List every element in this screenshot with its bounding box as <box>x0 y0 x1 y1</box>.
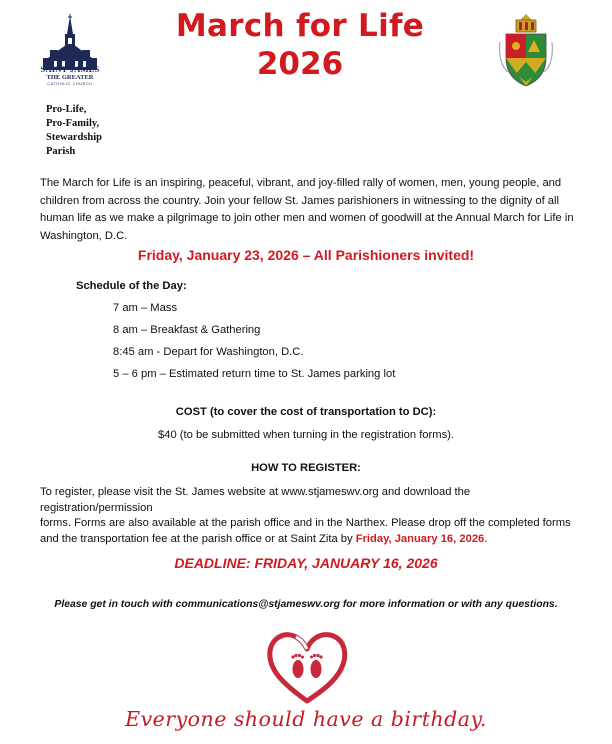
register-deadline-date: Friday, January 16, 2026 <box>355 532 485 545</box>
motto-line: Pro-Family, <box>46 118 100 129</box>
parish-motto <box>46 103 102 159</box>
intro-line: human life as we make a pilgrimage to join other men and women of goodwill at the Annual March for Life in <box>40 212 574 224</box>
register-line: forms. Forms are also available at the parish office and in the Narthex. Please drop off the completed forms <box>40 517 571 529</box>
register-line <box>40 532 580 548</box>
cost-title: COST (to cover the cost of transportation to DC): <box>175 406 437 418</box>
register-title: HOW TO REGISTER: <box>251 462 361 474</box>
cost-text: $40 (to be submitted when turning in the registration forms). <box>158 429 454 441</box>
heart-footprints-icon <box>262 625 352 707</box>
schedule-item: 8:45 am - Depart for Washington, D.C. <box>113 346 304 358</box>
motto-line: Pro-Life, <box>46 104 87 115</box>
slogan: Everyone should have a birthday. <box>125 707 487 731</box>
schedule-item: 7 am – Mass <box>113 302 178 314</box>
church-name: SAINT JAMES <box>40 64 100 74</box>
register-paragraph <box>40 485 580 547</box>
event-date-heading: Friday, January 23, 2026 – All Parishioners invited! <box>137 247 475 263</box>
intro-line: children from across the country. Join your fellow St. James parishioners in witnessing to the dignity of all <box>40 194 560 207</box>
register-line-end: . <box>484 532 488 545</box>
contact-text: Please get in touch with communications@stjameswv.org for more information or with any questions. <box>54 599 558 610</box>
motto-line: Parish <box>46 146 76 157</box>
page-title: March for Life <box>175 8 425 44</box>
schedule-item: 8 am – Breakfast & Gathering <box>113 324 261 336</box>
church-logo-caption <box>36 65 104 87</box>
church-name-small: CATHOLIC CHURCH <box>47 82 93 86</box>
motto-line: Stewardship <box>46 132 103 143</box>
church-name-sub: THE GREATER <box>46 74 94 81</box>
register-line-text: and the transportation fee at the parish office or at Saint Zita by <box>40 532 356 545</box>
intro-paragraph <box>40 175 580 245</box>
page-title-year: 2026 <box>256 46 344 82</box>
intro-line: Washington, D.C. <box>40 229 128 242</box>
schedule-title: Schedule of the Day: <box>76 280 187 292</box>
intro-line: The March for Life is an inspiring, peaceful, vibrant, and joy-filled rally of women, men, young people, and <box>40 177 562 189</box>
register-line: To register, please visit the St. James website at www.stjameswv.org and download the registration/permission <box>40 486 471 514</box>
diocese-crest-icon <box>496 12 556 88</box>
schedule-item: 5 – 6 pm – Estimated return time to St. James parking lot <box>113 368 396 380</box>
deadline-heading: DEADLINE: FRIDAY, JANUARY 16, 2026 <box>174 555 438 571</box>
